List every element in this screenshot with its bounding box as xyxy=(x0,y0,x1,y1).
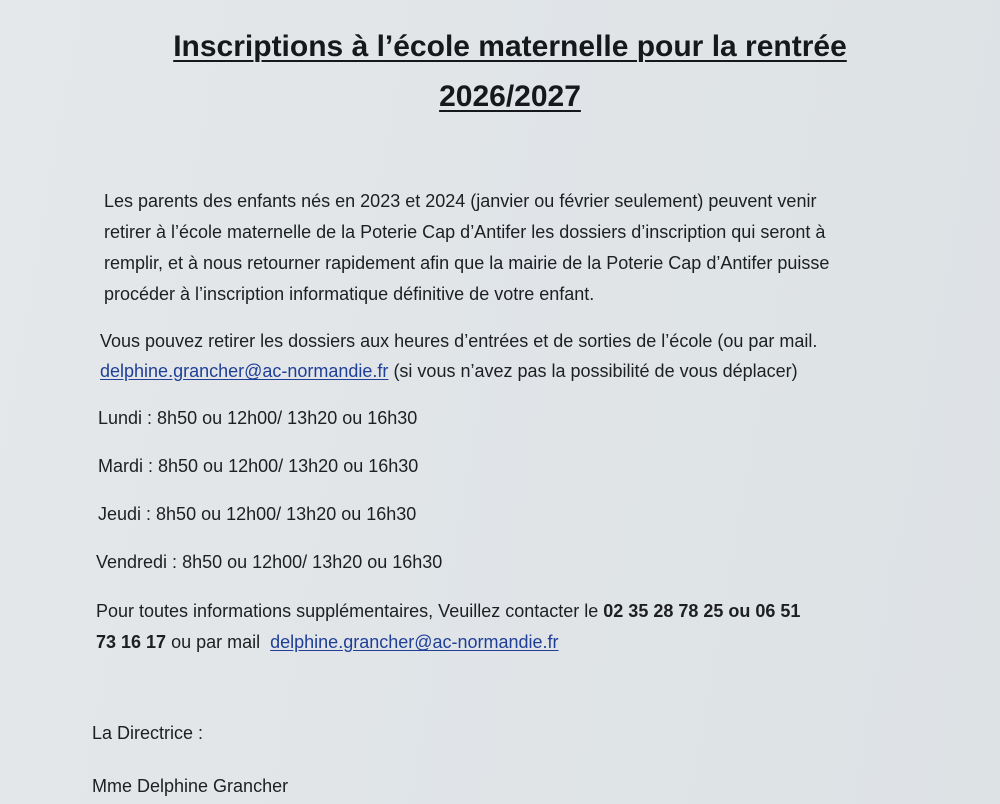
signature-name: Mme Delphine Grancher xyxy=(92,776,289,796)
phone-numbers-part2: 73 16 17 xyxy=(96,632,167,652)
contact-email-link[interactable]: delphine.grancher@ac-normandie.fr xyxy=(270,632,559,652)
phone-numbers-part1: 02 35 28 78 25 ou 06 51 xyxy=(603,601,801,621)
schedule-monday: Lundi : 8h50 ou 12h00/ 13h20 ou 16h30 xyxy=(98,408,418,428)
document-title-line2: 2026/2027 xyxy=(439,80,581,113)
pickup-paragraph-line2-rest: (si vous n’avez pas la possibilité de vous déplacer) xyxy=(388,361,798,381)
pickup-paragraph-line2 xyxy=(100,360,798,382)
contact-mail-text: ou par mail xyxy=(166,632,271,652)
contact-line2 xyxy=(96,631,559,653)
contact-text: Pour toutes informations supplémentaires, Veuillez contacter le xyxy=(96,601,604,621)
intro-paragraph-line2: retirer à l’école maternelle de la Poterie Cap d’Antifer les dossiers d’inscription qui seront à xyxy=(104,222,826,242)
signature-role: La Directrice : xyxy=(92,723,204,743)
email-link[interactable]: delphine.grancher@ac-normandie.fr xyxy=(100,361,389,381)
intro-paragraph-line4: procéder à l’inscription informatique définitive de votre enfant. xyxy=(104,284,595,304)
schedule-tuesday: Mardi : 8h50 ou 12h00/ 13h20 ou 16h30 xyxy=(98,456,419,476)
document-title-line1: Inscriptions à l’école maternelle pour la rentrée xyxy=(173,30,847,63)
schedule-friday: Vendredi : 8h50 ou 12h00/ 13h20 ou 16h30 xyxy=(96,552,443,572)
schedule-thursday: Jeudi : 8h50 ou 12h00/ 13h20 ou 16h30 xyxy=(98,504,417,524)
contact-line1 xyxy=(96,600,800,622)
intro-paragraph-line1: Les parents des enfants nés en 2023 et 2024 (janvier ou février seulement) peuvent venir xyxy=(104,191,817,211)
intro-paragraph-line3: remplir, et à nous retourner rapidement afin que la mairie de la Poterie Cap d’Antifer puisse xyxy=(104,253,830,273)
pickup-paragraph-line1: Vous pouvez retirer les dossiers aux heures d’entrées et de sorties de l’école (ou par mail. xyxy=(100,331,818,351)
